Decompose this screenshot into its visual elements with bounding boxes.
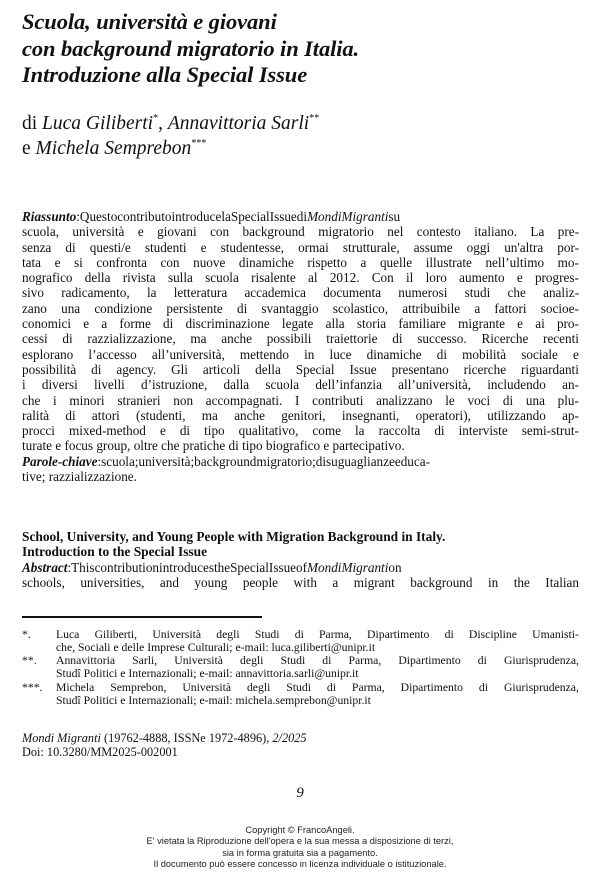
word: Ricerche bbox=[481, 331, 529, 347]
footnote-line: Studî Politici e Internazionali; e-mail: annavittoria.sarli@unipr.it bbox=[56, 667, 359, 681]
word: degli bbox=[240, 654, 264, 667]
word: accompagnati. bbox=[205, 392, 283, 408]
word: traiettorie bbox=[326, 331, 378, 347]
word: e bbox=[54, 254, 61, 270]
journal-issue: 2/2025 bbox=[272, 731, 307, 745]
word: razzializzazione, bbox=[87, 331, 176, 347]
word: a bbox=[474, 300, 481, 316]
word: genitori, bbox=[281, 407, 326, 423]
word: la bbox=[221, 209, 231, 224]
footnote-line: che, Sociali e delle Imprese Culturali; e-mail: luca.giliberti@unipr.it bbox=[56, 641, 376, 655]
word: di bbox=[392, 331, 403, 347]
word: università; bbox=[138, 453, 195, 469]
word: the bbox=[213, 560, 231, 575]
word: Special bbox=[230, 209, 270, 224]
journal-issn: (19762-4888, ISSNe 1972-4896), bbox=[100, 731, 273, 745]
word: studi bbox=[464, 285, 491, 301]
word: di bbox=[502, 392, 514, 408]
word: storia bbox=[356, 316, 387, 332]
word: non bbox=[173, 392, 194, 408]
word: mobilità bbox=[462, 346, 507, 362]
word: ma bbox=[201, 407, 218, 423]
word: in bbox=[487, 575, 499, 591]
footnote-divider bbox=[22, 616, 262, 618]
word: questi/e bbox=[89, 239, 131, 255]
word: oggi bbox=[466, 239, 491, 255]
word: nell’ultimo bbox=[485, 254, 545, 270]
riassunto-line bbox=[22, 331, 579, 346]
word: alla bbox=[325, 316, 345, 332]
title-line: Introduzione alla Special Issue bbox=[22, 62, 308, 87]
word: Con bbox=[371, 270, 394, 286]
author-name: Luca Giliberti bbox=[42, 113, 154, 134]
word: persistente bbox=[166, 300, 223, 316]
word: di bbox=[62, 331, 73, 347]
word: Issue bbox=[349, 361, 377, 377]
word: attribuibile bbox=[402, 300, 461, 316]
word: Studi bbox=[280, 654, 306, 667]
word: background bbox=[194, 453, 257, 469]
word: dinamiche bbox=[366, 346, 422, 362]
article-title bbox=[22, 9, 359, 89]
riassunto-line bbox=[22, 377, 579, 392]
word: Questo bbox=[79, 209, 118, 224]
word: che bbox=[22, 392, 41, 408]
word: successo. bbox=[417, 331, 467, 347]
word: svantaggio bbox=[261, 300, 319, 316]
word: tata bbox=[22, 254, 42, 270]
journal-name-word: Mondi bbox=[307, 209, 342, 224]
word: procci bbox=[22, 423, 55, 439]
word: di bbox=[163, 316, 174, 332]
word: di bbox=[444, 628, 454, 641]
word: Università bbox=[174, 654, 223, 667]
word: possibilità bbox=[22, 361, 77, 377]
word: una bbox=[525, 392, 545, 408]
word: di bbox=[477, 654, 487, 667]
word: Dipartimento bbox=[367, 628, 430, 641]
word: all’università, bbox=[398, 377, 472, 393]
word: Parma, bbox=[351, 681, 385, 694]
word: mo- bbox=[557, 254, 579, 270]
word: people bbox=[242, 575, 279, 591]
word: forme bbox=[119, 316, 151, 332]
riassunto-line bbox=[22, 301, 579, 316]
word: condizione bbox=[94, 300, 153, 316]
word: mixed-method bbox=[68, 423, 146, 439]
word: Parma, bbox=[348, 654, 382, 667]
riassunto-line: turate e focus group, oltre che pratiche di tipo biografico e partecipativo. bbox=[22, 438, 405, 454]
riassunto-line bbox=[22, 362, 579, 377]
title-line: Scuola, università e giovani bbox=[22, 9, 277, 34]
word: il bbox=[406, 270, 414, 286]
copyright-notice bbox=[0, 825, 600, 870]
word: su bbox=[388, 209, 401, 224]
word: familiare bbox=[398, 316, 446, 332]
word: che bbox=[507, 285, 526, 301]
word: progres- bbox=[534, 270, 579, 286]
word: letteratura bbox=[173, 285, 228, 301]
footnote-line: Studî Politici e Internazionali; e-mail: michela.semprebon@unipr.it bbox=[56, 694, 371, 708]
word: con bbox=[210, 224, 230, 240]
word: ormai bbox=[298, 239, 329, 255]
riassunto-line bbox=[22, 408, 579, 423]
footnote-line bbox=[56, 628, 579, 641]
word: scuola, bbox=[22, 224, 59, 240]
word: articoli bbox=[202, 361, 241, 377]
abstract-label: Abstract bbox=[22, 560, 68, 575]
word: interviste bbox=[458, 423, 508, 439]
word: an- bbox=[562, 377, 579, 393]
word: legate bbox=[281, 316, 314, 332]
word: Semprebon, bbox=[110, 681, 167, 694]
word: quelle bbox=[379, 254, 413, 270]
word: Special bbox=[295, 361, 335, 377]
author-name: Annavittoria Sarli bbox=[167, 113, 310, 134]
word: ma bbox=[190, 331, 207, 347]
word: Università bbox=[182, 681, 232, 694]
word: al bbox=[308, 270, 318, 286]
riassunto-line bbox=[22, 285, 579, 300]
word: sulla bbox=[167, 270, 193, 286]
word: scolastico, bbox=[332, 300, 389, 316]
riassunto-line bbox=[22, 240, 579, 255]
word: agency. bbox=[116, 361, 157, 377]
word: la bbox=[355, 423, 365, 439]
word: sociale bbox=[521, 346, 558, 362]
journal-name-word: Migranti bbox=[341, 209, 389, 224]
word: studentesse, bbox=[220, 239, 284, 255]
word: rispetto bbox=[307, 254, 347, 270]
riassunto-line: Riassunto:QuestocontributointroducelaSpecialIssuediMondiMigrantisu bbox=[22, 209, 401, 224]
word: studenti bbox=[144, 239, 187, 255]
word: migratorio; bbox=[256, 453, 316, 469]
page-number: 9 bbox=[296, 785, 304, 801]
word: attori bbox=[91, 407, 120, 423]
word: ai bbox=[535, 316, 545, 332]
footnote-line bbox=[56, 681, 579, 694]
word: stranieri bbox=[117, 392, 161, 408]
word: presentano bbox=[391, 361, 449, 377]
copyright-line: Il documento può essere concesso in licenza individuale o istituzionale. bbox=[153, 858, 447, 869]
keywords-label: Parole-chiave bbox=[22, 453, 98, 469]
word: socioe- bbox=[540, 300, 579, 316]
word: tipo bbox=[204, 423, 225, 439]
word: di bbox=[434, 423, 445, 439]
word: Giurisprudenza, bbox=[503, 681, 579, 694]
author-footnote-mark[interactable]: * bbox=[153, 113, 159, 124]
word: in bbox=[304, 346, 315, 362]
word: accademica bbox=[244, 285, 306, 301]
journal-name-word: Mondi bbox=[307, 560, 342, 575]
word: a bbox=[101, 316, 108, 332]
word: possibili bbox=[266, 331, 312, 347]
word: ralità bbox=[22, 407, 50, 423]
word: pro- bbox=[556, 316, 579, 332]
word: on bbox=[388, 560, 402, 575]
keywords-line: tive; razzializzazione. bbox=[22, 469, 137, 485]
word: all’università, bbox=[151, 346, 225, 362]
word: contributo bbox=[117, 209, 172, 224]
word: cessi bbox=[22, 331, 48, 347]
word: includendo bbox=[487, 377, 546, 393]
word: dell’infanzia bbox=[315, 377, 382, 393]
word: Sarli, bbox=[132, 654, 158, 667]
word: utilizzando bbox=[487, 407, 546, 423]
word: La bbox=[530, 224, 545, 240]
word: conomici bbox=[22, 316, 72, 332]
word: anche bbox=[221, 331, 252, 347]
word: l’accesso bbox=[88, 346, 137, 362]
word: ap- bbox=[562, 407, 579, 423]
word: anche bbox=[234, 407, 265, 423]
word: loro bbox=[425, 270, 447, 286]
word: introduce bbox=[171, 209, 222, 224]
word: dalla bbox=[223, 377, 250, 393]
word: insegnanti, bbox=[341, 407, 400, 423]
word: fattori bbox=[494, 300, 527, 316]
word: di bbox=[296, 209, 308, 224]
byline: di Luca Giliberti*, Annavittoria Sarli** e Michela Semprebon*** bbox=[22, 113, 320, 159]
word: Luca bbox=[56, 628, 80, 641]
word: operatori), bbox=[415, 407, 471, 423]
word: italiano. bbox=[474, 224, 518, 240]
word: nografico bbox=[22, 270, 73, 286]
word: di bbox=[91, 361, 102, 377]
word: recenti bbox=[543, 331, 579, 347]
word: This bbox=[71, 560, 95, 575]
word: strutturale, bbox=[342, 239, 400, 255]
word: contesto bbox=[416, 224, 461, 240]
word: della bbox=[84, 270, 111, 286]
word: migrant bbox=[353, 575, 395, 591]
word: discriminazione bbox=[185, 316, 270, 332]
word: risalente bbox=[251, 270, 296, 286]
riassunto-line bbox=[22, 224, 579, 239]
word: plu- bbox=[557, 392, 579, 408]
footnote-line bbox=[56, 654, 579, 667]
word: young bbox=[194, 575, 228, 591]
word: di bbox=[65, 239, 76, 255]
word: diversi bbox=[41, 377, 78, 393]
word: Special bbox=[230, 560, 269, 575]
word: e bbox=[137, 224, 144, 240]
word: una bbox=[61, 300, 81, 316]
english-title-line: School, University, and Young People with Migration Background in Italy. bbox=[22, 529, 446, 544]
word: background bbox=[410, 575, 473, 591]
word: Italian bbox=[545, 575, 579, 591]
word: analiz- bbox=[543, 285, 579, 301]
word: rivista bbox=[122, 270, 156, 286]
word: qualitativo, bbox=[238, 423, 299, 439]
word: di bbox=[236, 300, 248, 316]
word: minori bbox=[69, 392, 105, 408]
riassunto-line bbox=[22, 255, 579, 270]
word: nuove bbox=[193, 254, 226, 270]
word: contributi bbox=[312, 392, 364, 408]
word: della bbox=[255, 361, 281, 377]
word: scuola bbox=[205, 270, 239, 286]
word: universities, bbox=[80, 575, 145, 591]
word: di bbox=[179, 423, 191, 439]
word: Issue bbox=[269, 209, 297, 224]
word: radicamento, bbox=[61, 285, 130, 301]
title-line: con background migratorio in Italia. bbox=[22, 35, 360, 61]
riassunto-line bbox=[22, 316, 579, 331]
doi[interactable]: Doi: 10.3280/MM2025-002001 bbox=[22, 745, 178, 759]
word: livelli bbox=[94, 377, 125, 393]
word: Parma, bbox=[319, 628, 352, 641]
word: 2012. bbox=[329, 270, 360, 286]
word: scuola bbox=[265, 377, 300, 393]
english-title-line: Introduction to the Special Issue bbox=[22, 544, 208, 560]
riassunto-section bbox=[22, 209, 579, 484]
word: Dipartimento bbox=[400, 681, 463, 694]
author-footnote-mark[interactable]: *** bbox=[191, 138, 207, 149]
word: e bbox=[159, 423, 166, 439]
abstract-section bbox=[22, 560, 579, 591]
riassunto-line bbox=[22, 393, 579, 408]
abstract-line bbox=[22, 575, 579, 590]
footnote-mark: **. bbox=[22, 654, 37, 667]
word: Giliberti, bbox=[94, 628, 138, 641]
riassunto-label: Riassunto bbox=[22, 209, 77, 224]
word: migrante bbox=[458, 316, 505, 332]
word: background bbox=[242, 224, 305, 240]
word: giovani bbox=[157, 224, 197, 240]
word: aumento bbox=[459, 270, 505, 286]
riassunto-line bbox=[22, 347, 579, 362]
word: le bbox=[445, 392, 455, 408]
footnote-mark: *. bbox=[22, 628, 31, 641]
byline-prefix: di bbox=[22, 113, 38, 134]
word: and bbox=[159, 575, 179, 591]
word: assume bbox=[413, 239, 453, 255]
word: nel bbox=[387, 224, 404, 240]
word: Umanisti- bbox=[532, 628, 579, 641]
word: introduces bbox=[159, 560, 214, 575]
copyright-line: Copyright © FrancoAngeli. bbox=[245, 825, 355, 835]
word: Università bbox=[152, 628, 202, 641]
word: senza bbox=[22, 239, 52, 255]
word: of bbox=[296, 560, 308, 575]
word: I bbox=[295, 392, 300, 408]
word: di bbox=[436, 346, 447, 362]
riassunto-line bbox=[22, 270, 579, 285]
word: di bbox=[294, 628, 304, 641]
copyright-line: E' vietata la Riproduzione dell'opera e la sua messa a disposizione di terzi, bbox=[146, 836, 454, 847]
word: scuola; bbox=[101, 453, 139, 469]
word: Giurisprudenza, bbox=[503, 654, 579, 667]
word: di bbox=[322, 654, 332, 667]
word: Studi bbox=[286, 681, 311, 694]
word: sivo bbox=[22, 285, 44, 301]
word: documenta bbox=[323, 285, 382, 301]
word: e bbox=[516, 270, 523, 286]
word: zano bbox=[22, 300, 47, 316]
journal-name-word: Migranti bbox=[341, 560, 389, 575]
word: (studenti, bbox=[136, 407, 186, 423]
word: illustrate bbox=[425, 254, 472, 270]
word: Issue bbox=[268, 560, 297, 575]
word: pre- bbox=[557, 224, 579, 240]
word: migratorio bbox=[318, 224, 374, 240]
word: Gli bbox=[171, 361, 188, 377]
word: si bbox=[74, 254, 83, 270]
copyright-line: sia in forma gratuita sia a pagamento. bbox=[222, 847, 378, 858]
word: contribution bbox=[94, 560, 160, 575]
journal-name: Mondi Migranti bbox=[22, 731, 101, 745]
word: la bbox=[146, 285, 157, 301]
english-title bbox=[22, 529, 445, 560]
word: confronta bbox=[96, 254, 147, 270]
riassunto-line bbox=[22, 423, 579, 438]
word: analizzano bbox=[376, 392, 433, 408]
word: voci bbox=[467, 392, 491, 408]
word: come bbox=[312, 423, 341, 439]
word: riguardanti bbox=[521, 361, 579, 377]
word: di bbox=[326, 681, 336, 694]
word: Discipline bbox=[468, 628, 517, 641]
word: the bbox=[513, 575, 530, 591]
word: Annavittoria bbox=[56, 654, 116, 667]
journal-info bbox=[22, 731, 307, 759]
word: luce bbox=[329, 346, 352, 362]
word: Michela bbox=[56, 681, 95, 694]
author-footnote-mark[interactable]: ** bbox=[309, 113, 320, 124]
word: mettendo bbox=[239, 346, 289, 362]
word: semi-strut- bbox=[521, 423, 579, 439]
word: numerosi bbox=[398, 285, 448, 301]
word: e bbox=[573, 346, 579, 362]
word: i bbox=[22, 377, 26, 393]
word: un'altra bbox=[504, 239, 544, 255]
word: e bbox=[83, 316, 90, 332]
word: with bbox=[293, 575, 317, 591]
word: con bbox=[160, 254, 180, 270]
word: educa- bbox=[394, 453, 430, 469]
byline-conjunction: e bbox=[22, 138, 31, 159]
word: Studi bbox=[254, 628, 280, 641]
word: di bbox=[478, 681, 488, 694]
word: raccolta bbox=[378, 423, 421, 439]
word: schools, bbox=[22, 575, 65, 591]
author-name: Michela Semprebon bbox=[35, 138, 192, 159]
word: e bbox=[517, 316, 524, 332]
word: e bbox=[200, 239, 207, 255]
word: di bbox=[65, 407, 76, 423]
word: università bbox=[72, 224, 125, 240]
word: dinamiche bbox=[238, 254, 294, 270]
keywords-line: Parole-chiave:scuola;università;backgroundmigratorio;disuguaglianzeeduca- bbox=[22, 453, 430, 469]
word: Dipartimento bbox=[398, 654, 461, 667]
word: i bbox=[53, 392, 57, 408]
word: d’istruzione, bbox=[141, 377, 208, 393]
word: a bbox=[360, 254, 367, 270]
word: degli bbox=[216, 628, 240, 641]
word: a bbox=[332, 575, 339, 591]
word: por- bbox=[557, 239, 579, 255]
word: esplorano bbox=[22, 346, 74, 362]
word: disuguaglianze bbox=[315, 453, 395, 469]
word: degli bbox=[246, 681, 271, 694]
word: ricerche bbox=[463, 361, 507, 377]
footnote-mark: ***. bbox=[22, 681, 43, 694]
abstract-line: Abstract:ThiscontributionintroducestheSpecialIssueofMondiMigrantion bbox=[22, 560, 402, 575]
